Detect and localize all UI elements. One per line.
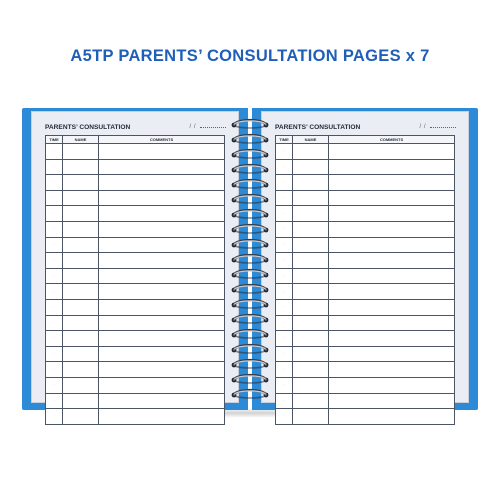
binding-ring — [229, 223, 271, 236]
binding-ring — [229, 358, 271, 371]
time-cell: · — [276, 144, 293, 160]
table-row — [46, 159, 225, 175]
time-cell: · — [276, 206, 293, 222]
comments-cell — [329, 362, 455, 378]
table-row — [46, 268, 225, 284]
table-row — [276, 284, 455, 300]
table-row — [276, 253, 455, 269]
col-time: TIME — [46, 136, 63, 144]
comments-cell — [329, 253, 455, 269]
name-cell — [63, 284, 99, 300]
name-cell — [63, 409, 99, 425]
col-name: NAME — [63, 136, 99, 144]
binding-ring — [229, 118, 271, 131]
table-row — [276, 221, 455, 237]
time-cell: · — [276, 237, 293, 253]
binding-ring — [229, 133, 271, 146]
name-cell — [63, 159, 99, 175]
table-row — [46, 362, 225, 378]
comments-cell — [99, 175, 225, 191]
binding-ring — [229, 208, 271, 221]
comments-cell — [329, 299, 455, 315]
consultation-table — [45, 135, 225, 425]
name-cell — [293, 237, 329, 253]
spiral-binding-icon — [229, 114, 271, 404]
comments-cell — [329, 175, 455, 191]
name-cell — [293, 409, 329, 425]
time-cell: · — [276, 346, 293, 362]
comments-cell — [99, 144, 225, 160]
binding-ring — [229, 328, 271, 341]
product-headline: A5TP PARENTS’ CONSULTATION PAGES x 7 — [70, 47, 430, 65]
binding-ring — [229, 163, 271, 176]
date-field — [419, 124, 456, 130]
table-row — [46, 190, 225, 206]
time-cell: · — [276, 221, 293, 237]
comments-cell — [99, 159, 225, 175]
left-page — [31, 111, 239, 419]
time-cell: · — [46, 268, 63, 284]
comments-cell — [329, 144, 455, 160]
date-slashes: / / — [189, 124, 196, 130]
comments-cell — [329, 315, 455, 331]
date-field — [189, 124, 226, 130]
comments-cell — [99, 237, 225, 253]
time-cell: · — [46, 346, 63, 362]
table-row — [276, 299, 455, 315]
table-row — [276, 144, 455, 160]
name-cell — [293, 362, 329, 378]
name-cell — [293, 393, 329, 409]
name-cell — [293, 159, 329, 175]
name-cell — [63, 393, 99, 409]
comments-cell — [329, 159, 455, 175]
comments-cell — [99, 331, 225, 347]
binding-ring — [229, 313, 271, 326]
time-cell: · — [276, 393, 293, 409]
binding-ring — [229, 343, 271, 356]
comments-cell — [99, 362, 225, 378]
name-cell — [293, 144, 329, 160]
page-header — [275, 121, 456, 133]
time-cell: · — [46, 175, 63, 191]
col-comments: COMMENTS — [99, 136, 225, 144]
comments-cell — [99, 377, 225, 393]
name-cell — [293, 175, 329, 191]
name-cell — [63, 346, 99, 362]
table-row — [46, 409, 225, 425]
name-cell — [293, 253, 329, 269]
comments-cell — [329, 409, 455, 425]
name-cell — [293, 331, 329, 347]
time-cell: · — [46, 409, 63, 425]
comments-cell — [99, 268, 225, 284]
name-cell — [293, 299, 329, 315]
name-cell — [63, 377, 99, 393]
time-cell: · — [46, 362, 63, 378]
name-cell — [63, 190, 99, 206]
name-cell — [63, 268, 99, 284]
page-title: PARENTS’ CONSULTATION — [45, 123, 131, 131]
col-time: TIME — [276, 136, 293, 144]
name-cell — [63, 144, 99, 160]
name-cell — [63, 331, 99, 347]
comments-cell — [329, 346, 455, 362]
name-cell — [63, 221, 99, 237]
comments-cell — [99, 409, 225, 425]
name-cell — [63, 206, 99, 222]
table-row — [276, 175, 455, 191]
time-cell: · — [46, 393, 63, 409]
table-row — [46, 346, 225, 362]
time-cell: · — [276, 190, 293, 206]
table-row — [46, 175, 225, 191]
table-header-row — [46, 136, 225, 144]
date-line — [200, 127, 226, 128]
comments-cell — [99, 346, 225, 362]
binding-ring — [229, 253, 271, 266]
comments-cell — [329, 393, 455, 409]
comments-cell — [329, 237, 455, 253]
date-line — [430, 127, 456, 128]
comments-cell — [99, 284, 225, 300]
time-cell: · — [276, 409, 293, 425]
page-title: PARENTS’ CONSULTATION — [275, 123, 361, 131]
table-row — [46, 331, 225, 347]
table-row — [276, 331, 455, 347]
comments-cell — [329, 377, 455, 393]
time-cell: · — [46, 299, 63, 315]
binding-ring — [229, 388, 271, 401]
time-cell: · — [276, 315, 293, 331]
table-row — [46, 377, 225, 393]
comments-cell — [99, 299, 225, 315]
table-row — [276, 393, 455, 409]
table-row — [276, 377, 455, 393]
name-cell — [293, 377, 329, 393]
table-row — [276, 159, 455, 175]
comments-cell — [329, 331, 455, 347]
table-row — [276, 409, 455, 425]
comments-cell — [99, 190, 225, 206]
table-row — [276, 206, 455, 222]
consultation-table — [275, 135, 455, 425]
time-cell: · — [46, 284, 63, 300]
time-cell: · — [46, 237, 63, 253]
time-cell: · — [46, 315, 63, 331]
binding-ring — [229, 283, 271, 296]
binding-ring — [229, 193, 271, 206]
name-cell — [293, 346, 329, 362]
time-cell: · — [276, 284, 293, 300]
right-page — [261, 111, 469, 419]
binding-ring — [229, 178, 271, 191]
comments-cell — [329, 268, 455, 284]
name-cell — [293, 315, 329, 331]
table-row — [46, 299, 225, 315]
time-cell: · — [46, 253, 63, 269]
table-row — [276, 237, 455, 253]
table-row — [46, 253, 225, 269]
name-cell — [63, 362, 99, 378]
table-row — [276, 315, 455, 331]
col-name: NAME — [293, 136, 329, 144]
time-cell: · — [276, 299, 293, 315]
name-cell — [293, 221, 329, 237]
comments-cell — [99, 315, 225, 331]
comments-cell — [329, 190, 455, 206]
page-header — [45, 121, 226, 133]
time-cell: · — [46, 377, 63, 393]
time-cell: · — [46, 144, 63, 160]
time-cell: · — [46, 221, 63, 237]
table-row — [276, 190, 455, 206]
time-cell: · — [276, 377, 293, 393]
binding-ring — [229, 148, 271, 161]
date-slashes: / / — [419, 124, 426, 130]
name-cell — [63, 315, 99, 331]
binding-ring — [229, 268, 271, 281]
comments-cell — [99, 206, 225, 222]
table-row — [46, 284, 225, 300]
name-cell — [63, 237, 99, 253]
comments-cell — [99, 253, 225, 269]
time-cell: · — [276, 175, 293, 191]
name-cell — [63, 175, 99, 191]
table-row — [276, 346, 455, 362]
comments-cell — [99, 393, 225, 409]
time-cell: · — [276, 331, 293, 347]
name-cell — [293, 206, 329, 222]
comments-cell — [329, 284, 455, 300]
binding-ring — [229, 238, 271, 251]
table-row — [46, 393, 225, 409]
table-row — [276, 362, 455, 378]
comments-cell — [99, 221, 225, 237]
name-cell — [293, 284, 329, 300]
time-cell: · — [46, 206, 63, 222]
table-row — [46, 221, 225, 237]
table-row — [46, 206, 225, 222]
table-header-row — [276, 136, 455, 144]
time-cell: · — [276, 159, 293, 175]
col-comments: COMMENTS — [329, 136, 455, 144]
name-cell — [293, 190, 329, 206]
binding-ring — [229, 373, 271, 386]
binding-ring — [229, 298, 271, 311]
name-cell — [63, 299, 99, 315]
comments-cell — [329, 206, 455, 222]
table-row — [46, 237, 225, 253]
time-cell: · — [46, 331, 63, 347]
name-cell — [293, 268, 329, 284]
time-cell: · — [46, 190, 63, 206]
time-cell: · — [276, 253, 293, 269]
time-cell: · — [276, 362, 293, 378]
name-cell — [63, 253, 99, 269]
comments-cell — [329, 221, 455, 237]
time-cell: · — [46, 159, 63, 175]
table-row — [276, 268, 455, 284]
table-row — [46, 315, 225, 331]
time-cell: · — [276, 268, 293, 284]
table-row — [46, 144, 225, 160]
